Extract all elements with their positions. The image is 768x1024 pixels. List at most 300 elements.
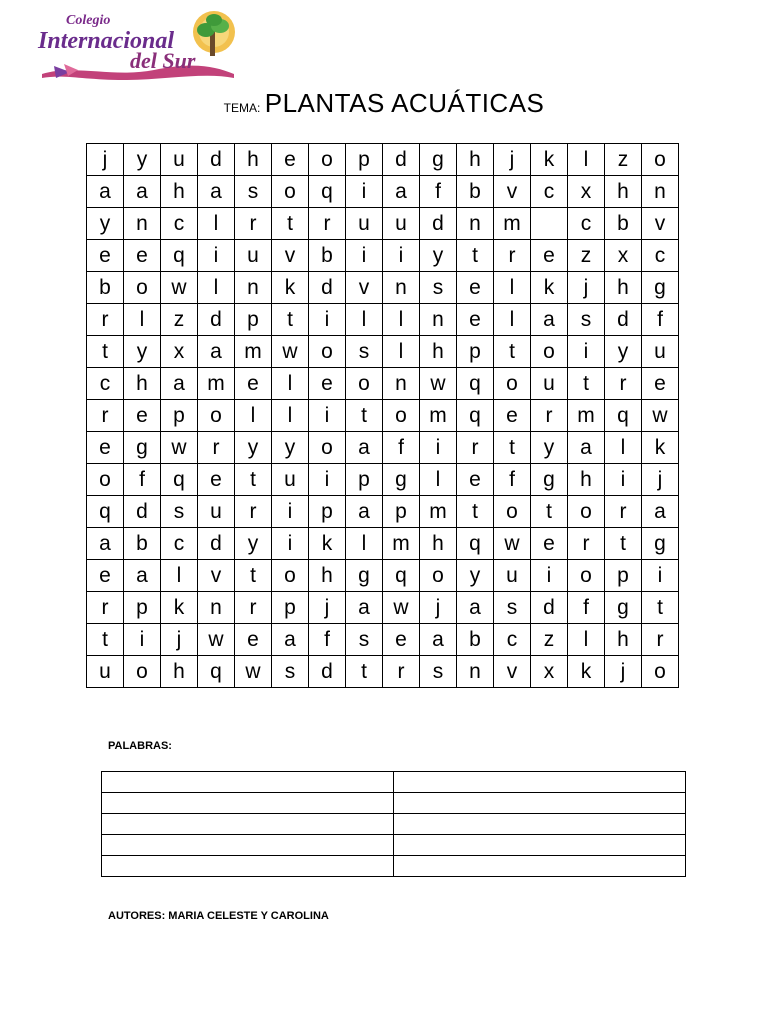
answer-row [102,814,686,835]
grid-cell[interactable]: t [346,656,383,688]
grid-cell[interactable]: t [457,496,494,528]
school-logo [34,8,244,88]
grid-cell[interactable]: o [272,176,309,208]
grid-cell[interactable]: z [161,304,198,336]
grid-cell[interactable]: e [124,400,161,432]
grid-cell[interactable]: n [420,304,457,336]
grid-cell[interactable]: g [531,464,568,496]
grid-cell[interactable]: e [272,144,309,176]
grid-cell[interactable]: w [642,400,679,432]
grid-cell[interactable]: p [346,144,383,176]
grid-cell[interactable]: u [494,560,531,592]
grid-cell[interactable]: m [568,400,605,432]
tema-value: PLANTAS ACUÁTICAS [264,88,545,118]
grid-cell[interactable]: h [124,368,161,400]
grid-cell[interactable]: i [309,400,346,432]
grid-cell[interactable]: g [605,592,642,624]
grid-cell[interactable]: j [605,656,642,688]
grid-cell[interactable]: l [494,272,531,304]
grid-cell[interactable]: c [161,528,198,560]
grid-cell[interactable]: j [642,464,679,496]
word-search-grid [86,143,679,688]
grid-cell[interactable]: s [235,176,272,208]
grid-cell[interactable]: z [568,240,605,272]
grid-cell[interactable]: i [198,240,235,272]
grid-cell[interactable]: e [309,368,346,400]
grid-cell[interactable]: c [494,624,531,656]
answer-cell[interactable] [394,814,686,835]
grid-cell[interactable]: l [605,432,642,464]
grid-cell[interactable]: n [642,176,679,208]
grid-cell[interactable]: r [235,592,272,624]
grid-cell[interactable]: k [531,144,568,176]
grid-cell[interactable]: a [531,304,568,336]
grid-cell[interactable]: e [531,240,568,272]
grid-cell[interactable]: p [272,592,309,624]
grid-cell[interactable]: l [494,304,531,336]
grid-cell[interactable]: a [87,528,124,560]
grid-cell[interactable]: p [346,464,383,496]
grid-cell[interactable]: y [605,336,642,368]
grid-cell[interactable]: y [124,336,161,368]
grid-cell[interactable]: q [383,560,420,592]
grid-cell[interactable]: n [457,208,494,240]
grid-cell[interactable]: n [235,272,272,304]
grid-cell[interactable]: h [420,336,457,368]
grid-cell[interactable]: i [309,304,346,336]
grid-cell[interactable]: a [87,176,124,208]
grid-cell[interactable]: p [457,336,494,368]
grid-cell[interactable]: r [87,400,124,432]
grid-cell[interactable]: n [457,656,494,688]
grid-cell[interactable]: k [568,656,605,688]
grid-cell[interactable]: z [531,624,568,656]
grid-cell[interactable]: u [161,144,198,176]
answer-cell[interactable] [102,772,394,793]
grid-cell[interactable]: o [568,496,605,528]
grid-cell[interactable]: o [309,432,346,464]
grid-cell[interactable]: v [494,656,531,688]
grid-cell[interactable]: a [383,176,420,208]
grid-cell[interactable]: x [161,336,198,368]
grid-cell[interactable]: u [383,208,420,240]
answer-cell[interactable] [394,835,686,856]
grid-cell[interactable]: m [420,496,457,528]
grid-cell[interactable]: r [457,432,494,464]
grid-cell[interactable]: e [235,624,272,656]
grid-cell[interactable]: a [272,624,309,656]
grid-cell[interactable]: o [309,144,346,176]
grid-cell[interactable]: y [272,432,309,464]
grid-cell[interactable]: v [642,208,679,240]
grid-cell[interactable]: o [383,400,420,432]
grid-cell[interactable]: h [161,656,198,688]
grid-cell[interactable]: y [235,528,272,560]
grid-cell[interactable]: d [124,496,161,528]
grid-cell[interactable]: s [346,336,383,368]
grid-cell[interactable]: f [642,304,679,336]
grid-cell[interactable]: t [605,528,642,560]
grid-cell[interactable]: p [124,592,161,624]
grid-cell[interactable]: k [642,432,679,464]
grid-cell[interactable]: i [124,624,161,656]
grid-cell[interactable]: n [124,208,161,240]
grid-cell[interactable]: i [642,560,679,592]
grid-cell[interactable]: u [87,656,124,688]
grid-cell[interactable]: w [420,368,457,400]
grid-cell[interactable]: o [642,144,679,176]
grid-cell[interactable]: r [87,304,124,336]
grid-cell[interactable]: q [198,656,235,688]
grid-cell[interactable]: r [198,432,235,464]
grid-cell[interactable]: o [124,272,161,304]
grid-cell[interactable]: a [457,592,494,624]
grid-cell[interactable]: l [235,400,272,432]
answer-cell[interactable] [394,772,686,793]
grid-cell[interactable]: a [124,176,161,208]
grid-cell[interactable]: e [87,560,124,592]
grid-cell[interactable]: v [494,176,531,208]
grid-cell[interactable]: o [198,400,235,432]
grid-cell[interactable]: h [235,144,272,176]
grid-cell[interactable]: e [457,272,494,304]
grid-cell[interactable]: n [383,368,420,400]
grid-cell[interactable]: a [124,560,161,592]
grid-cell[interactable]: n [198,592,235,624]
grid-cell[interactable]: f [383,432,420,464]
grid-cell[interactable]: n [383,272,420,304]
grid-cell[interactable]: i [346,176,383,208]
grid-cell[interactable]: o [124,656,161,688]
grid-cell[interactable]: b [87,272,124,304]
grid-cell[interactable]: o [494,496,531,528]
grid-cell[interactable]: h [457,144,494,176]
grid-cell[interactable]: o [346,368,383,400]
grid-cell[interactable]: h [568,464,605,496]
grid-cell[interactable]: o [642,656,679,688]
grid-cell[interactable]: l [568,624,605,656]
grid-cell[interactable]: e [531,528,568,560]
grid-cell[interactable]: j [420,592,457,624]
grid-cell[interactable]: l [383,304,420,336]
grid-cell[interactable]: o [272,560,309,592]
grid-cell[interactable]: y [531,432,568,464]
grid-cell[interactable]: u [235,240,272,272]
grid-cell[interactable]: f [309,624,346,656]
grid-cell[interactable]: r [235,496,272,528]
grid-cell[interactable]: e [457,464,494,496]
grid-cell[interactable]: t [87,336,124,368]
grid-cell[interactable]: a [346,496,383,528]
grid-cell[interactable]: y [124,144,161,176]
grid-cell[interactable]: j [161,624,198,656]
grid-cell[interactable]: l [383,336,420,368]
grid-cell[interactable]: r [309,208,346,240]
grid-cell[interactable]: r [87,592,124,624]
grid-cell[interactable]: w [198,624,235,656]
grid-cell[interactable]: j [309,592,346,624]
grid-cell[interactable]: a [346,432,383,464]
grid-cell[interactable]: o [568,560,605,592]
grid-cell[interactable]: c [87,368,124,400]
grid-cell[interactable]: o [420,560,457,592]
grid-cell[interactable]: y [420,240,457,272]
grid-cell[interactable]: u [346,208,383,240]
grid-cell[interactable]: b [457,624,494,656]
grid-cell[interactable]: g [124,432,161,464]
grid-cell[interactable]: l [198,208,235,240]
answer-cell[interactable] [102,814,394,835]
grid-cell[interactable]: i [272,528,309,560]
grid-cell[interactable]: j [494,144,531,176]
grid-cell[interactable]: a [198,176,235,208]
grid-cell[interactable]: i [383,240,420,272]
grid-cell[interactable]: t [494,336,531,368]
grid-cell[interactable]: a [642,496,679,528]
grid-cell[interactable]: t [642,592,679,624]
grid-cell[interactable]: t [235,560,272,592]
grid-cell[interactable]: w [161,272,198,304]
grid-cell[interactable]: w [161,432,198,464]
grid-cell[interactable]: q [161,240,198,272]
grid-cell[interactable]: q [309,176,346,208]
grid-cell[interactable]: f [420,176,457,208]
grid-cell[interactable]: s [420,272,457,304]
grid-cell[interactable]: q [457,400,494,432]
answer-cell[interactable] [394,856,686,877]
grid-cell[interactable]: i [346,240,383,272]
grid-row [87,336,679,368]
grid-cell[interactable]: t [494,432,531,464]
grid-cell[interactable]: p [309,496,346,528]
grid-cell[interactable]: d [531,592,568,624]
grid-cell[interactable]: i [605,464,642,496]
grid-cell[interactable]: d [309,656,346,688]
grid-cell[interactable]: t [235,464,272,496]
grid-cell[interactable]: l [420,464,457,496]
grid-cell[interactable]: y [87,208,124,240]
grid-cell[interactable]: i [568,336,605,368]
grid-cell[interactable]: l [198,272,235,304]
grid-cell[interactable]: r [605,368,642,400]
grid-cell[interactable]: w [383,592,420,624]
grid-cell[interactable]: v [272,240,309,272]
grid-row [87,144,679,176]
grid-cell[interactable]: j [87,144,124,176]
grid-cell[interactable]: l [568,144,605,176]
grid-cell[interactable]: s [494,592,531,624]
grid-cell[interactable]: b [457,176,494,208]
authors-text: AUTORES: MARIA CELESTE Y CAROLINA [108,910,329,922]
grid-cell[interactable]: w [235,656,272,688]
grid-cell[interactable]: c [161,208,198,240]
grid-cell[interactable]: t [531,496,568,528]
grid-cell[interactable]: t [272,208,309,240]
grid-cell[interactable]: a [346,592,383,624]
grid-cell[interactable]: p [383,496,420,528]
grid-cell[interactable]: t [346,400,383,432]
grid-cell[interactable]: m [235,336,272,368]
grid-cell[interactable]: y [235,432,272,464]
grid-cell[interactable]: f [124,464,161,496]
grid-cell[interactable]: o [531,336,568,368]
grid-cell[interactable]: g [383,464,420,496]
grid-cell[interactable]: d [420,208,457,240]
grid-cell[interactable]: r [494,240,531,272]
grid-cell[interactable]: k [309,528,346,560]
grid-cell[interactable]: j [568,272,605,304]
grid-cell[interactable]: e [494,400,531,432]
grid-cell[interactable]: h [605,272,642,304]
grid-cell[interactable]: d [383,144,420,176]
grid-row [87,624,679,656]
grid-cell[interactable]: w [272,336,309,368]
grid-cell[interactable]: l [161,560,198,592]
grid-cell[interactable]: a [161,368,198,400]
answer-cell[interactable] [102,793,394,814]
answer-cell[interactable] [102,835,394,856]
grid-cell[interactable]: h [605,624,642,656]
grid-cell[interactable]: s [272,656,309,688]
grid-cell[interactable]: x [605,240,642,272]
grid-row [87,464,679,496]
grid-cell[interactable]: r [568,528,605,560]
grid-cell[interactable]: z [605,144,642,176]
grid-cell[interactable]: d [198,528,235,560]
grid-cell[interactable]: l [346,528,383,560]
grid-cell[interactable]: h [605,176,642,208]
grid-cell[interactable]: s [346,624,383,656]
grid-cell[interactable]: e [124,240,161,272]
grid-cell[interactable]: l [272,368,309,400]
grid-cell[interactable]: e [383,624,420,656]
grid-cell[interactable]: i [420,432,457,464]
grid-cell[interactable]: h [420,528,457,560]
answer-cell[interactable] [394,793,686,814]
grid-cell[interactable]: r [235,208,272,240]
grid-cell[interactable]: r [642,624,679,656]
grid-cell[interactable]: l [272,400,309,432]
grid-cell[interactable]: t [457,240,494,272]
grid-cell[interactable]: o [87,464,124,496]
grid-cell[interactable]: b [605,208,642,240]
grid-row [87,240,679,272]
grid-cell[interactable]: k [531,272,568,304]
grid-cell[interactable]: d [198,304,235,336]
grid-cell[interactable]: u [198,496,235,528]
grid-cell[interactable]: e [235,368,272,400]
grid-cell[interactable]: x [568,176,605,208]
grid-cell[interactable]: f [568,592,605,624]
grid-cell[interactable]: g [346,560,383,592]
grid-row [87,304,679,336]
grid-cell[interactable]: p [235,304,272,336]
answer-row [102,835,686,856]
grid-cell[interactable]: w [494,528,531,560]
grid-cell[interactable]: t [568,368,605,400]
grid-cell[interactable]: g [642,528,679,560]
grid-cell[interactable]: o [309,336,346,368]
grid-cell[interactable]: v [346,272,383,304]
grid-cell[interactable]: d [605,304,642,336]
grid-cell[interactable]: m [420,400,457,432]
grid-cell[interactable]: i [309,464,346,496]
grid-cell[interactable] [531,208,568,240]
grid-cell[interactable]: b [124,528,161,560]
grid-cell[interactable]: o [494,368,531,400]
grid-cell[interactable]: t [272,304,309,336]
grid-cell[interactable]: m [198,368,235,400]
grid-cell[interactable]: c [642,240,679,272]
grid-cell[interactable]: m [494,208,531,240]
grid-row [87,368,679,400]
answer-cell[interactable] [102,856,394,877]
grid-cell[interactable]: c [568,208,605,240]
grid-cell[interactable]: s [568,304,605,336]
grid-cell[interactable]: l [346,304,383,336]
grid-cell[interactable]: d [198,144,235,176]
grid-cell[interactable]: g [420,144,457,176]
grid-cell[interactable]: k [161,592,198,624]
grid-row [87,208,679,240]
grid-cell[interactable]: c [531,176,568,208]
grid-cell[interactable]: r [383,656,420,688]
grid-cell[interactable]: e [642,368,679,400]
grid-cell[interactable]: q [457,528,494,560]
grid-cell[interactable]: q [161,464,198,496]
grid-cell[interactable]: u [531,368,568,400]
grid-cell[interactable]: p [161,400,198,432]
grid-cell[interactable]: e [87,240,124,272]
grid-cell[interactable]: y [457,560,494,592]
svg-text:Colegio: Colegio [66,13,111,28]
grid-cell[interactable]: f [494,464,531,496]
grid-cell[interactable]: a [568,432,605,464]
grid-cell[interactable]: d [309,272,346,304]
grid-cell[interactable]: i [531,560,568,592]
grid-cell[interactable]: t [87,624,124,656]
grid-row [87,528,679,560]
grid-row [87,560,679,592]
grid-cell[interactable]: h [309,560,346,592]
grid-cell[interactable]: e [457,304,494,336]
grid-cell[interactable]: s [420,656,457,688]
grid-cell[interactable]: k [272,272,309,304]
grid-cell[interactable]: x [531,656,568,688]
grid-cell[interactable]: a [198,336,235,368]
grid-cell[interactable]: p [605,560,642,592]
grid-cell[interactable]: l [124,304,161,336]
grid-cell[interactable]: v [198,560,235,592]
grid-cell[interactable]: i [272,496,309,528]
grid-cell[interactable]: q [457,368,494,400]
grid-cell[interactable]: g [642,272,679,304]
answer-row [102,856,686,877]
grid-cell[interactable]: s [161,496,198,528]
grid-cell[interactable]: a [420,624,457,656]
grid-cell[interactable]: u [272,464,309,496]
grid-cell[interactable]: r [605,496,642,528]
grid-cell[interactable]: m [383,528,420,560]
grid-cell[interactable]: e [87,432,124,464]
grid-cell[interactable]: q [87,496,124,528]
grid-cell[interactable]: b [309,240,346,272]
grid-cell[interactable]: r [531,400,568,432]
grid-cell[interactable]: u [642,336,679,368]
grid-cell[interactable]: e [198,464,235,496]
grid-cell[interactable]: q [605,400,642,432]
grid-cell[interactable]: h [161,176,198,208]
